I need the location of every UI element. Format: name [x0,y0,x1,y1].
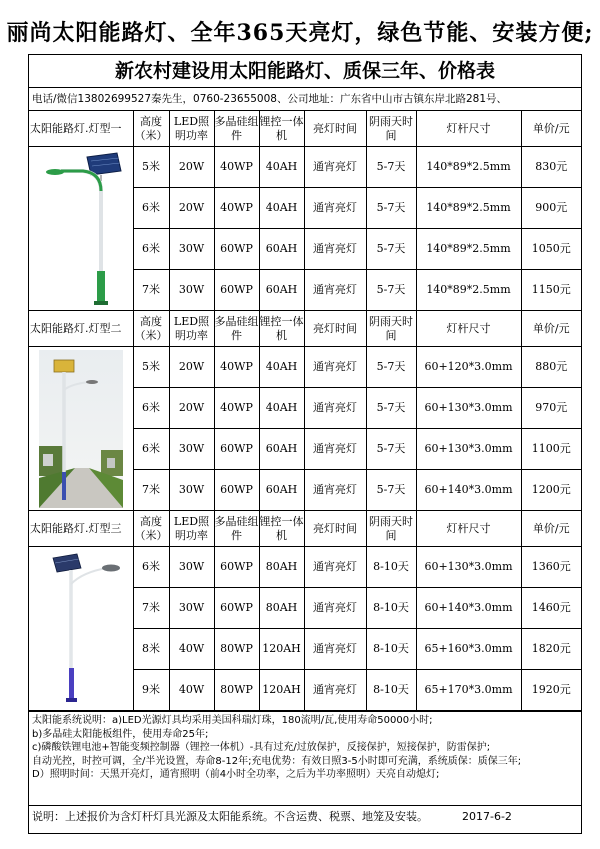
lighting-cell: 通宵亮灯 [304,347,366,388]
lighting-cell: 通宵亮灯 [304,629,366,670]
price-cell: 880元 [521,347,581,388]
height-cell: 8米 [133,629,169,670]
battery-cell: 40AH [259,347,304,388]
battery-cell: 80AH [259,547,304,588]
note-line: b)多晶硅太阳能板组件，使用寿命25年; [32,728,209,740]
model-name: 太阳能路灯.灯型一 [29,111,133,147]
height-cell: 6米 [133,229,169,270]
led-cell: 30W [169,547,214,588]
table-row [29,147,581,188]
price-cell: 830元 [521,147,581,188]
rainy-cell: 8-10天 [366,629,416,670]
rainy-cell: 5-7天 [366,388,416,429]
price-cell: 1100元 [521,429,581,470]
height-cell: 6米 [133,188,169,229]
header-panel: 多晶硅组件 [214,511,259,547]
price-cell: 970元 [521,388,581,429]
panel-cell: 40WP [214,347,259,388]
height-cell: 5米 [133,147,169,188]
footer-date: 2017-6-2 [462,810,512,823]
header-height: 高度（米） [133,111,169,147]
pole-cell: 60+140*3.0mm [416,470,521,511]
led-cell: 20W [169,147,214,188]
panel-cell: 40WP [214,147,259,188]
battery-cell: 40AH [259,388,304,429]
rainy-cell: 5-7天 [366,347,416,388]
led-cell: 30W [169,229,214,270]
header-pole: 灯杆尺寸 [416,311,521,347]
battery-cell: 60AH [259,229,304,270]
header-height: 高度（米） [133,511,169,547]
note-line: 太阳能系统说明：a)LED光源灯具均采用美国科瑞灯珠，180流明/瓦,使用寿命50000小时; [32,715,433,726]
header-rainy: 阴雨天时间 [366,511,416,547]
lighting-cell: 通宵亮灯 [304,388,366,429]
header-price: 单价/元 [521,511,581,547]
price-cell: 1150元 [521,270,581,311]
rainy-cell: 5-7天 [366,470,416,511]
panel-cell: 80WP [214,670,259,711]
lamp-type-3-image [29,547,133,711]
height-cell: 9米 [133,670,169,711]
led-cell: 20W [169,347,214,388]
header-battery: 锂控一体机 [259,511,304,547]
price-table-frame [28,54,582,834]
table-row [29,347,581,388]
rainy-cell: 5-7天 [366,229,416,270]
rainy-cell: 5-7天 [366,270,416,311]
led-cell: 30W [169,588,214,629]
pole-cell: 140*89*2.5mm [416,229,521,270]
height-cell: 6米 [133,547,169,588]
header-led: LED照明功率 [169,111,214,147]
lighting-cell: 通宵亮灯 [304,270,366,311]
headline: 丽尚太阳能路灯、全年365天亮灯，绿色节能、安装方便; [6,20,594,46]
lighting-cell: 通宵亮灯 [304,670,366,711]
lighting-cell: 通宵亮灯 [304,229,366,270]
header-height: 高度（米） [133,311,169,347]
lighting-cell: 通宵亮灯 [304,429,366,470]
pole-cell: 60+120*3.0mm [416,347,521,388]
header-battery: 锂控一体机 [259,311,304,347]
led-cell: 20W [169,188,214,229]
header-lighting: 亮灯时间 [304,511,366,547]
height-cell: 7米 [133,470,169,511]
header-panel: 多晶硅组件 [214,311,259,347]
panel-cell: 60WP [214,547,259,588]
header-lighting: 亮灯时间 [304,311,366,347]
battery-cell: 80AH [259,588,304,629]
header-rainy: 阴雨天时间 [366,111,416,147]
led-cell: 40W [169,629,214,670]
price-cell: 1050元 [521,229,581,270]
table-row [29,547,581,588]
panel-cell: 80WP [214,629,259,670]
battery-cell: 120AH [259,629,304,670]
price-cell: 1200元 [521,470,581,511]
pole-cell: 60+130*3.0mm [416,429,521,470]
pole-cell: 140*89*2.5mm [416,147,521,188]
led-cell: 20W [169,388,214,429]
rainy-cell: 5-7天 [366,147,416,188]
contact-line: 电话/微信13802699527秦先生，0760-23655008、公司地址：广东省中山市古镇东岸北路281号、 [29,88,581,111]
blue-base-solar-street-lamp [31,550,131,708]
price-table [29,111,581,711]
note-line: c)磷酸铁锂电池+智能变频控制器（锂控一体机）-具有过充/过放保护，反接保护，短接保护，防雷保护; [32,742,491,753]
rainy-cell: 8-10天 [366,588,416,629]
header-lighting: 亮灯时间 [304,111,366,147]
price-cell: 1360元 [521,547,581,588]
panel-cell: 60WP [214,470,259,511]
header-panel: 多晶硅组件 [214,111,259,147]
price-cell: 900元 [521,188,581,229]
height-cell: 6米 [133,388,169,429]
header-pole: 灯杆尺寸 [416,111,521,147]
header-led: LED照明功率 [169,311,214,347]
note-line: D）照明时间：天黑开亮灯，通宵照明（前4小时全功率，之后为半功率照明）天亮自动熄灯; [32,769,440,780]
pole-cell: 65+160*3.0mm [416,629,521,670]
pole-cell: 60+130*3.0mm [416,388,521,429]
led-cell: 30W [169,270,214,311]
price-cell: 1820元 [521,629,581,670]
pole-cell: 140*89*2.5mm [416,188,521,229]
header-led: LED照明功率 [169,511,214,547]
header-row [29,111,581,147]
system-notes [29,711,581,805]
lamp-type-2-image [29,347,133,511]
lamp-type-1-image [29,147,133,311]
footer-text: 说明：上述报价为含灯杆灯具光源及太阳能系统。不含运费、税票、地笼及安装。 [32,810,428,823]
price-cell: 1460元 [521,588,581,629]
lighting-cell: 通宵亮灯 [304,470,366,511]
panel-cell: 40WP [214,388,259,429]
header-pole: 灯杆尺寸 [416,511,521,547]
led-cell: 30W [169,429,214,470]
lighting-cell: 通宵亮灯 [304,588,366,629]
battery-cell: 60AH [259,429,304,470]
rainy-cell: 5-7天 [366,429,416,470]
panel-cell: 60WP [214,229,259,270]
rainy-cell: 8-10天 [366,547,416,588]
battery-cell: 120AH [259,670,304,711]
green-curved-arm-solar-street-lamp [31,151,131,306]
led-cell: 30W [169,470,214,511]
panel-cell: 40WP [214,188,259,229]
pole-cell: 60+130*3.0mm [416,547,521,588]
header-rainy: 阴雨天时间 [366,311,416,347]
model-name: 太阳能路灯.灯型三 [29,511,133,547]
header-row [29,311,581,347]
battery-cell: 40AH [259,188,304,229]
pole-cell: 65+170*3.0mm [416,670,521,711]
battery-cell: 60AH [259,470,304,511]
battery-cell: 40AH [259,147,304,188]
panel-cell: 60WP [214,270,259,311]
height-cell: 7米 [133,588,169,629]
header-price: 单价/元 [521,311,581,347]
lighting-cell: 通宵亮灯 [304,188,366,229]
height-cell: 6米 [133,429,169,470]
table-title: 新农村建设用太阳能路灯、质保三年、价格表 [29,55,581,88]
rainy-cell: 5-7天 [366,188,416,229]
pole-cell: 60+140*3.0mm [416,588,521,629]
price-cell: 1920元 [521,670,581,711]
pole-cell: 140*89*2.5mm [416,270,521,311]
panel-cell: 60WP [214,429,259,470]
led-cell: 40W [169,670,214,711]
model-name: 太阳能路灯.灯型二 [29,311,133,347]
lighting-cell: 通宵亮灯 [304,147,366,188]
roadside-solar-street-lamp-photo [31,350,131,508]
rainy-cell: 8-10天 [366,670,416,711]
lighting-cell: 通宵亮灯 [304,547,366,588]
height-cell: 5米 [133,347,169,388]
height-cell: 7米 [133,270,169,311]
panel-cell: 60WP [214,588,259,629]
footer-note [29,805,581,828]
header-price: 单价/元 [521,111,581,147]
battery-cell: 60AH [259,270,304,311]
header-battery: 锂控一体机 [259,111,304,147]
note-line: 自动光控，时控可调，全/半光设置，寿命8-12年;充电优势：有效日照3-5小时即可充满，系统质保：质保三年; [32,755,522,767]
header-row [29,511,581,547]
